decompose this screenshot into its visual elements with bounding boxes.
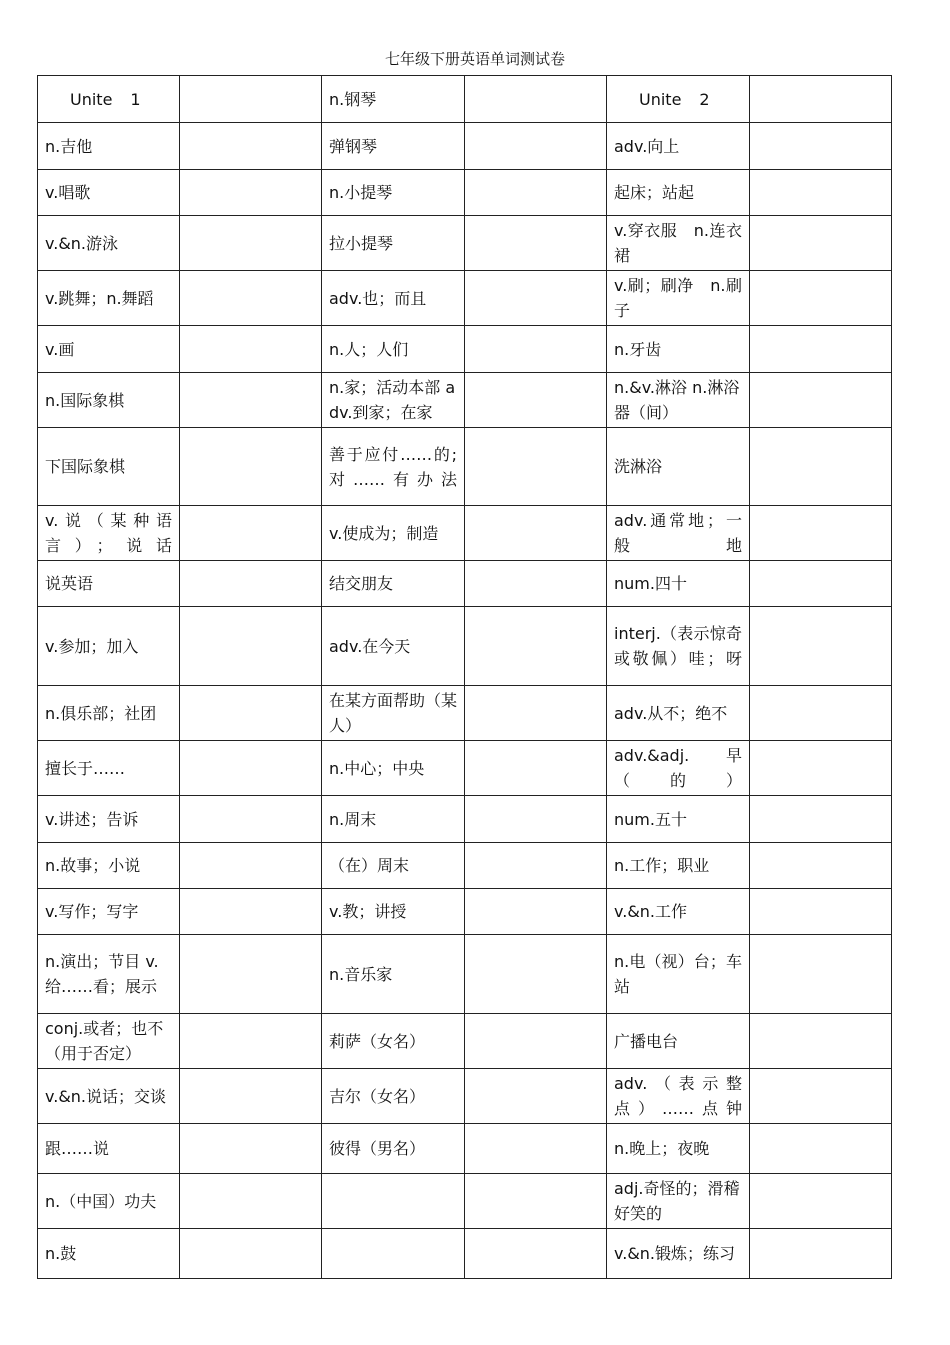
answer-cell[interactable] <box>465 326 607 373</box>
word-cell <box>322 1229 465 1279</box>
answer-cell[interactable] <box>750 428 892 506</box>
word-cell: num.四十 <box>607 561 750 607</box>
answer-cell[interactable] <box>465 889 607 935</box>
word-cell: 洗淋浴 <box>607 428 750 506</box>
word-cell: 结交朋友 <box>322 561 465 607</box>
word-cell: n.工作；职业 <box>607 843 750 889</box>
word-cell <box>322 1174 465 1229</box>
word-cell: n.电（视）台；车站 <box>607 935 750 1014</box>
answer-cell[interactable] <box>465 843 607 889</box>
answer-cell[interactable] <box>180 607 322 686</box>
answer-cell[interactable] <box>180 1014 322 1069</box>
answer-cell[interactable] <box>750 935 892 1014</box>
word-cell: （在）周末 <box>322 843 465 889</box>
table-row <box>38 170 892 216</box>
table-row <box>38 796 892 843</box>
word-cell: n.小提琴 <box>322 170 465 216</box>
word-cell: n.牙齿 <box>607 326 750 373</box>
table-row <box>38 1229 892 1279</box>
answer-cell[interactable] <box>180 843 322 889</box>
answer-cell[interactable] <box>180 170 322 216</box>
answer-cell[interactable] <box>465 796 607 843</box>
word-cell: n.鼓 <box>38 1229 180 1279</box>
answer-cell[interactable] <box>750 216 892 271</box>
word-cell: 说英语 <box>38 561 180 607</box>
table-row <box>38 271 892 326</box>
table-row <box>38 1124 892 1174</box>
table-row <box>38 373 892 428</box>
table-row <box>38 686 892 741</box>
word-cell: conj.或者；也不（用于否定） <box>38 1014 180 1069</box>
answer-cell[interactable] <box>180 741 322 796</box>
word-cell: v.&n.说话；交谈 <box>38 1069 180 1124</box>
answer-cell[interactable] <box>465 506 607 561</box>
word-cell: adv.也；而且 <box>322 271 465 326</box>
answer-cell[interactable] <box>465 76 607 123</box>
answer-cell[interactable] <box>180 76 322 123</box>
answer-cell[interactable] <box>465 561 607 607</box>
answer-cell[interactable] <box>465 741 607 796</box>
word-cell: n.国际象棋 <box>38 373 180 428</box>
word-cell: n.俱乐部；社团 <box>38 686 180 741</box>
answer-cell[interactable] <box>180 1229 322 1279</box>
answer-cell[interactable] <box>180 428 322 506</box>
answer-cell[interactable] <box>750 1229 892 1279</box>
word-cell: 善于应付……的;对……有办法 <box>322 428 465 506</box>
answer-cell[interactable] <box>750 796 892 843</box>
answer-cell[interactable] <box>180 935 322 1014</box>
table-row <box>38 935 892 1014</box>
answer-cell[interactable] <box>180 1069 322 1124</box>
table-row <box>38 561 892 607</box>
answer-cell[interactable] <box>465 428 607 506</box>
answer-cell[interactable] <box>465 1124 607 1174</box>
answer-cell[interactable] <box>465 607 607 686</box>
answer-cell[interactable] <box>750 123 892 170</box>
answer-cell[interactable] <box>180 1174 322 1229</box>
answer-cell[interactable] <box>750 326 892 373</box>
word-cell: 擅长于…… <box>38 741 180 796</box>
answer-cell[interactable] <box>180 326 322 373</box>
word-cell: 下国际象棋 <box>38 428 180 506</box>
page-title: 七年级下册英语单词测试卷 <box>384 50 565 68</box>
word-cell: v.&n.工作 <box>607 889 750 935</box>
answer-cell[interactable] <box>465 935 607 1014</box>
answer-cell[interactable] <box>750 271 892 326</box>
word-cell: v.画 <box>38 326 180 373</box>
answer-cell[interactable] <box>180 506 322 561</box>
table-row <box>38 326 892 373</box>
answer-cell[interactable] <box>750 506 892 561</box>
answer-cell[interactable] <box>180 123 322 170</box>
word-cell: 彼得（男名） <box>322 1124 465 1174</box>
answer-cell[interactable] <box>465 216 607 271</box>
answer-cell[interactable] <box>750 1124 892 1174</box>
answer-cell[interactable] <box>750 373 892 428</box>
word-cell: n.人；人们 <box>322 326 465 373</box>
answer-cell[interactable] <box>750 741 892 796</box>
word-cell: adv.向上 <box>607 123 750 170</box>
answer-cell[interactable] <box>750 76 892 123</box>
answer-cell[interactable] <box>465 1229 607 1279</box>
answer-cell[interactable] <box>180 1124 322 1174</box>
answer-cell[interactable] <box>465 123 607 170</box>
word-cell: v.讲述；告诉 <box>38 796 180 843</box>
answer-cell[interactable] <box>465 1069 607 1124</box>
answer-cell[interactable] <box>180 561 322 607</box>
answer-cell[interactable] <box>180 216 322 271</box>
word-cell: n.吉他 <box>38 123 180 170</box>
word-cell: 在某方面帮助（某人） <box>322 686 465 741</box>
word-cell: 跟……说 <box>38 1124 180 1174</box>
word-cell: n.故事；小说 <box>38 843 180 889</box>
answer-cell[interactable] <box>465 373 607 428</box>
answer-cell[interactable] <box>750 843 892 889</box>
word-cell: 起床；站起 <box>607 170 750 216</box>
answer-cell[interactable] <box>750 1014 892 1069</box>
word-cell: v.参加；加入 <box>38 607 180 686</box>
answer-cell[interactable] <box>465 1174 607 1229</box>
word-cell: v.&n.游泳 <box>38 216 180 271</box>
answer-cell[interactable] <box>750 170 892 216</box>
word-cell: adv.通常地；一般地 <box>607 506 750 561</box>
answer-cell[interactable] <box>180 271 322 326</box>
answer-cell[interactable] <box>750 1174 892 1229</box>
header-word-cell: n.钢琴 <box>322 76 465 123</box>
table-row <box>38 889 892 935</box>
table-row <box>38 428 892 506</box>
answer-cell[interactable] <box>750 1069 892 1124</box>
answer-cell[interactable] <box>750 889 892 935</box>
answer-cell[interactable] <box>465 1014 607 1069</box>
answer-cell[interactable] <box>465 686 607 741</box>
table-row <box>38 216 892 271</box>
word-cell: adj.奇怪的；滑稽好笑的 <box>607 1174 750 1229</box>
answer-cell[interactable] <box>465 271 607 326</box>
answer-cell[interactable] <box>750 561 892 607</box>
word-cell: v.使成为；制造 <box>322 506 465 561</box>
word-cell: n.周末 <box>322 796 465 843</box>
word-cell: v.写作；写字 <box>38 889 180 935</box>
answer-cell[interactable] <box>750 607 892 686</box>
table-row <box>38 607 892 686</box>
word-cell: adv.在今天 <box>322 607 465 686</box>
word-cell: n.演出；节目 v.给……看；展示 <box>38 935 180 1014</box>
word-cell: n.中心；中央 <box>322 741 465 796</box>
table-row <box>38 741 892 796</box>
word-cell: 吉尔（女名） <box>322 1069 465 1124</box>
answer-cell[interactable] <box>180 686 322 741</box>
table-row <box>38 1174 892 1229</box>
word-cell: adv.从不；绝不 <box>607 686 750 741</box>
word-cell: 拉小提琴 <box>322 216 465 271</box>
word-cell: v.刷；刷净 n.刷子 <box>607 271 750 326</box>
word-cell: v.跳舞；n.舞蹈 <box>38 271 180 326</box>
word-cell: adv.&adj. 早（的） <box>607 741 750 796</box>
answer-cell[interactable] <box>180 889 322 935</box>
unit2-header: Unite 2 <box>607 76 750 123</box>
word-cell: v.&n.锻炼；练习 <box>607 1229 750 1279</box>
word-cell: n.晚上；夜晚 <box>607 1124 750 1174</box>
word-cell: v.穿衣服 n.连衣裙 <box>607 216 750 271</box>
word-cell: 莉萨（女名） <box>322 1014 465 1069</box>
answer-cell[interactable] <box>180 796 322 843</box>
answer-cell[interactable] <box>180 373 322 428</box>
word-cell: 弹钢琴 <box>322 123 465 170</box>
table-row <box>38 1069 892 1124</box>
table-row <box>38 843 892 889</box>
word-cell: interj.（表示惊奇或敬佩）哇；呀 <box>607 607 750 686</box>
table-header-row <box>38 76 892 123</box>
table-row <box>38 1014 892 1069</box>
answer-cell[interactable] <box>750 686 892 741</box>
word-cell: 广播电台 <box>607 1014 750 1069</box>
unit1-header: Unite 1 <box>38 76 180 123</box>
word-cell: n.音乐家 <box>322 935 465 1014</box>
word-cell: n.&v.淋浴 n.淋浴器（间） <box>607 373 750 428</box>
word-cell: v.说（某种语言）；说话 <box>38 506 180 561</box>
table-row <box>38 506 892 561</box>
table-row <box>38 123 892 170</box>
word-cell: num.五十 <box>607 796 750 843</box>
answer-cell[interactable] <box>465 170 607 216</box>
word-cell: v.教；讲授 <box>322 889 465 935</box>
word-cell: adv.（表示整点）……点钟 <box>607 1069 750 1124</box>
word-cell: n.（中国）功夫 <box>38 1174 180 1229</box>
vocabulary-table <box>37 75 892 1279</box>
word-cell: v.唱歌 <box>38 170 180 216</box>
word-cell: n.家；活动本部 adv.到家；在家 <box>322 373 465 428</box>
